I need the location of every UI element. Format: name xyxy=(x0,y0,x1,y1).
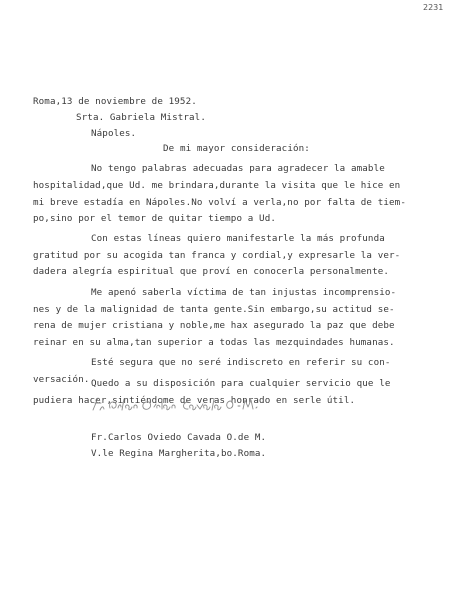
recipient-city: Nápoles. xyxy=(91,128,137,139)
handwritten-signature xyxy=(90,392,275,418)
paragraph-1-line-2: hospitalidad,que Ud. me brindara,durante la visita que le hice en xyxy=(33,180,401,191)
paragraph-1-line-3: mi breve estadía en Nápoles.No volví a verla,no por falta de tiem- xyxy=(33,197,406,208)
archive-number: 2231 xyxy=(423,3,444,12)
paragraph-5-line-2: pudiera hacer,sintiéndome de veras honrado en serle útil. xyxy=(33,395,356,406)
signature-address: V.le Regina Margherita,bo.Roma. xyxy=(91,448,267,459)
date-line: Roma,13 de noviembre de 1952. xyxy=(33,96,197,107)
paragraph-5-line-1: Quedo a su disposición para cualquier servicio que le xyxy=(91,378,391,389)
paragraph-3-line-4: reinar en su alma,tan superior a todas las mezquindades humanas. xyxy=(33,337,395,348)
paragraph-4-line-1: Esté segura que no seré indiscreto en referir su con- xyxy=(91,357,391,368)
paragraph-2-line-3: dadera alegría espiritual que proví en conocerla personalmente. xyxy=(33,266,390,277)
paragraph-3-line-3: rena de mujer cristiana y noble,me hax asegurado la paz que debe xyxy=(33,320,395,331)
recipient-name: Srta. Gabriela Mistral. xyxy=(76,112,206,123)
paragraph-1-line-4: po,sino por el temor de quitar tiempo a Ud. xyxy=(33,213,277,224)
paragraph-3-line-2: nes y de la malignidad de tanta gente.Sin embargo,su actitud se- xyxy=(33,304,395,315)
paragraph-2-line-1: Con estas líneas quiero manifestarle la más profunda xyxy=(91,233,385,244)
paragraph-3-line-1: Me apenó saberla víctima de tan injustas incomprensio- xyxy=(91,287,397,298)
salutation: De mi mayor consideración: xyxy=(163,143,310,154)
signature-name: Fr.Carlos Oviedo Cavada O.de M. xyxy=(91,432,267,443)
paragraph-2-line-2: gratitud por su acogida tan franca y cordial,y expresarle la ver- xyxy=(33,250,401,261)
paragraph-1-line-1: No tengo palabras adecuadas para agradecer la amable xyxy=(91,163,385,174)
paragraph-4-line-2: versación. xyxy=(33,374,90,385)
